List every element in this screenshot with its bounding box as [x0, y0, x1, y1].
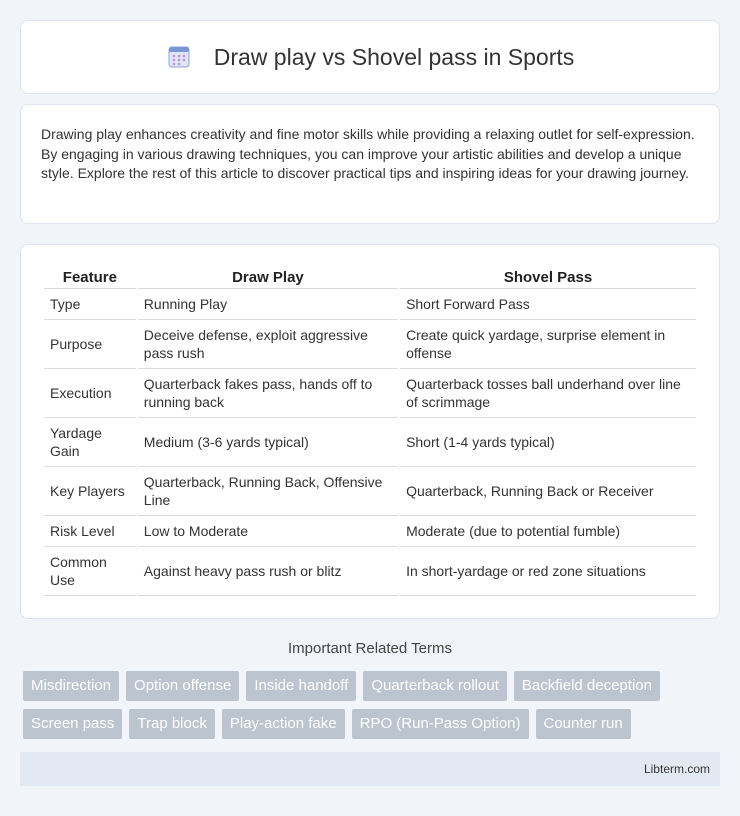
shovel-pass-cell: In short-yardage or red zone situations	[400, 547, 696, 596]
shovel-pass-cell: Moderate (due to potential fumble)	[400, 516, 696, 547]
table-row	[44, 516, 696, 547]
draw-play-cell: Against heavy pass rush or blitz	[138, 547, 398, 596]
footer	[20, 752, 720, 786]
related-term-tag[interactable]: Play-action fake	[222, 709, 345, 739]
table-row	[44, 289, 696, 320]
comparison-table	[42, 263, 698, 596]
related-term-tag[interactable]: RPO (Run-Pass Option)	[352, 709, 529, 739]
related-term-tag[interactable]: Option offense	[126, 671, 239, 701]
feature-cell: Purpose	[44, 320, 136, 369]
feature-cell: Common Use	[44, 547, 136, 596]
draw-play-cell: Deceive defense, exploit aggressive pass rush	[138, 320, 398, 369]
related-terms-title: Important Related Terms	[288, 640, 452, 657]
table-row	[44, 467, 696, 516]
calendar-icon	[166, 44, 192, 70]
feature-cell: Execution	[44, 369, 136, 418]
related-term-tag[interactable]: Inside handoff	[246, 671, 356, 701]
feature-cell: Risk Level	[44, 516, 136, 547]
header-feature: Feature	[44, 263, 136, 289]
draw-play-cell: Running Play	[138, 289, 398, 320]
related-term-tag[interactable]: Screen pass	[23, 709, 122, 739]
draw-play-cell: Quarterback fakes pass, hands off to running back	[138, 369, 398, 418]
table-row	[44, 418, 696, 467]
header-shovel-pass: Shovel Pass	[400, 263, 696, 289]
related-term-tag[interactable]: Trap block	[129, 709, 214, 739]
related-term-tag[interactable]: Backfield deception	[514, 671, 660, 701]
shovel-pass-cell: Short (1-4 yards typical)	[400, 418, 696, 467]
feature-cell: Type	[44, 289, 136, 320]
intro-card	[20, 104, 720, 224]
table-row	[44, 547, 696, 596]
comparison-card	[20, 244, 720, 619]
draw-play-cell: Medium (3-6 yards typical)	[138, 418, 398, 467]
intro-text: Drawing play enhances creativity and fine motor skills while providing a relaxing outlet for self-expression. By engaging in various drawing techniques, you can improve your artistic abilities and develop a unique style. Explore the rest of this article to discover practical tips and inspiring ideas for your drawing journey.	[41, 126, 695, 181]
feature-cell: Key Players	[44, 467, 136, 516]
table-row	[44, 320, 696, 369]
related-term-tag[interactable]: Misdirection	[23, 671, 119, 701]
draw-play-cell: Quarterback, Running Back, Offensive Line	[138, 467, 398, 516]
shovel-pass-cell: Short Forward Pass	[400, 289, 696, 320]
shovel-pass-cell: Quarterback, Running Back or Receiver	[400, 467, 696, 516]
title-card	[20, 20, 720, 94]
feature-cell: Yardage Gain	[44, 418, 136, 467]
table-row	[44, 369, 696, 418]
header-draw-play: Draw Play	[138, 263, 398, 289]
shovel-pass-cell: Quarterback tosses ball underhand over line of scrimmage	[400, 369, 696, 418]
shovel-pass-cell: Create quick yardage, surprise element in offense	[400, 320, 696, 369]
table-header-row	[44, 263, 696, 289]
related-term-tag[interactable]: Counter run	[536, 709, 631, 739]
footer-site-link[interactable]: Libterm.com	[643, 762, 710, 776]
page-title: Draw play vs Shovel pass in Sports	[213, 43, 575, 70]
draw-play-cell: Low to Moderate	[138, 516, 398, 547]
related-terms-list	[23, 671, 723, 739]
related-term-tag[interactable]: Quarterback rollout	[363, 671, 507, 701]
